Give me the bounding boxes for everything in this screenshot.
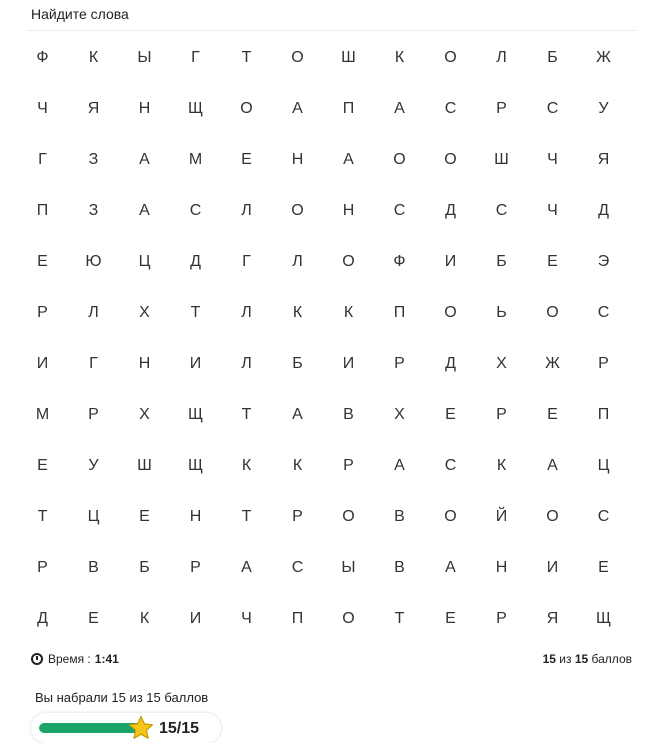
grid-cell[interactable]: Ж xyxy=(545,354,560,372)
grid-cell[interactable]: К xyxy=(394,48,405,66)
grid-cell[interactable]: Ш xyxy=(494,150,509,168)
title-divider xyxy=(26,30,636,31)
grid-cell[interactable]: И xyxy=(36,354,49,372)
grid-cell[interactable]: Р xyxy=(343,456,354,474)
timer-value: 1:41 xyxy=(94,652,119,666)
grid-cell[interactable]: У xyxy=(88,456,99,474)
grid-cell[interactable]: Х xyxy=(496,354,507,372)
grid-cell[interactable]: П xyxy=(342,99,355,117)
grid-cell[interactable]: О xyxy=(444,303,457,321)
grid-cell[interactable]: В xyxy=(88,558,99,576)
grid-cell[interactable]: Л xyxy=(88,303,99,321)
grid-cell[interactable]: Х xyxy=(394,405,405,423)
grid-cell[interactable]: О xyxy=(291,48,304,66)
grid-cell[interactable]: Е xyxy=(139,507,150,525)
grid-cell[interactable]: Л xyxy=(292,252,303,270)
grid-cell[interactable]: С xyxy=(597,507,610,525)
grid-cell[interactable]: О xyxy=(546,303,559,321)
grid-cell[interactable]: Я xyxy=(546,609,559,627)
grid-cell[interactable]: Т xyxy=(241,48,252,66)
score-summary xyxy=(543,652,632,666)
grid-cell[interactable]: Е xyxy=(37,252,48,270)
grid-cell[interactable]: Щ xyxy=(188,456,203,474)
grid-cell[interactable]: К xyxy=(241,456,252,474)
score-current: 15 xyxy=(542,652,556,666)
grid-cell[interactable]: Й xyxy=(495,507,508,525)
grid-cell[interactable]: Ь xyxy=(496,303,507,321)
grid-cell[interactable]: С xyxy=(393,201,406,219)
grid-cell[interactable]: Ж xyxy=(596,48,611,66)
grid-cell[interactable]: Ч xyxy=(547,201,558,219)
grid-cell[interactable]: Ч xyxy=(241,609,252,627)
grid-cell[interactable]: Ш xyxy=(341,48,356,66)
grid-cell[interactable]: Ш xyxy=(137,456,152,474)
grid-cell[interactable]: С xyxy=(546,99,559,117)
grid-cell[interactable]: К xyxy=(496,456,507,474)
grid-cell[interactable]: Т xyxy=(241,507,252,525)
grid-cell[interactable]: Д xyxy=(190,252,201,270)
grid-cell[interactable]: А xyxy=(394,456,405,474)
grid-cell[interactable]: Э xyxy=(597,252,610,270)
grid-cell[interactable]: Р xyxy=(598,354,609,372)
grid-cell[interactable]: Я xyxy=(597,150,610,168)
grid-cell[interactable]: С xyxy=(597,303,610,321)
grid-cell[interactable]: З xyxy=(88,201,99,219)
grid-cell[interactable]: И xyxy=(189,609,202,627)
grid-cell[interactable]: Н xyxy=(342,201,355,219)
grid-cell[interactable]: Щ xyxy=(188,405,203,423)
grid-cell[interactable]: Б xyxy=(292,354,303,372)
grid-cell[interactable]: С xyxy=(189,201,202,219)
grid-cell[interactable]: Х xyxy=(139,405,150,423)
grid-cell[interactable]: Д xyxy=(598,201,609,219)
grid-cell[interactable]: Г xyxy=(242,252,251,270)
grid-cell[interactable]: В xyxy=(394,507,405,525)
grid-cell[interactable]: Р xyxy=(292,507,303,525)
grid-cell[interactable]: Я xyxy=(87,99,100,117)
grid-cell[interactable]: К xyxy=(292,303,303,321)
grid-cell[interactable]: Р xyxy=(394,354,405,372)
grid-cell[interactable]: А xyxy=(241,558,252,576)
grid-cell[interactable]: О xyxy=(546,507,559,525)
timer xyxy=(31,652,119,666)
grid-cell[interactable]: В xyxy=(394,558,405,576)
word-search-grid[interactable] xyxy=(17,32,629,644)
grid-cell[interactable]: Т xyxy=(394,609,405,627)
grid-cell[interactable]: Е xyxy=(88,609,99,627)
grid-cell[interactable]: Б xyxy=(139,558,150,576)
progress-text: 15/15 xyxy=(159,720,200,737)
star-icon xyxy=(128,715,154,741)
grid-cell[interactable]: Л xyxy=(241,303,252,321)
grid-cell[interactable]: Ч xyxy=(547,150,558,168)
grid-cell[interactable]: Ф xyxy=(393,252,406,270)
grid-cell[interactable]: Щ xyxy=(596,609,611,627)
grid-cell[interactable]: А xyxy=(292,405,303,423)
grid-cell[interactable]: Н xyxy=(138,99,151,117)
grid-cell[interactable]: Ы xyxy=(341,558,356,576)
grid-cell[interactable]: Д xyxy=(445,354,456,372)
grid-cell[interactable]: И xyxy=(189,354,202,372)
grid-cell[interactable]: К xyxy=(139,609,150,627)
grid-cell[interactable]: Е xyxy=(547,405,558,423)
grid-cell[interactable]: П xyxy=(36,201,49,219)
grid-cell[interactable]: Д xyxy=(445,201,456,219)
grid-cell[interactable]: Г xyxy=(38,150,47,168)
grid-cell[interactable]: Д xyxy=(37,609,48,627)
grid-cell[interactable]: А xyxy=(547,456,558,474)
grid-cell[interactable]: Е xyxy=(445,609,456,627)
grid-cell[interactable]: Б xyxy=(496,252,507,270)
grid-cell[interactable]: Р xyxy=(190,558,201,576)
grid-cell[interactable]: Г xyxy=(89,354,98,372)
grid-cell[interactable]: О xyxy=(291,201,304,219)
grid-cell[interactable]: Е xyxy=(547,252,558,270)
grid-cell[interactable]: Б xyxy=(547,48,558,66)
grid-cell[interactable]: С xyxy=(291,558,304,576)
grid-cell[interactable]: Н xyxy=(189,507,202,525)
grid-cell[interactable]: Т xyxy=(190,303,201,321)
grid-cell[interactable]: О xyxy=(393,150,406,168)
grid-cell[interactable]: П xyxy=(597,405,610,423)
grid-cell[interactable]: З xyxy=(88,150,99,168)
grid-cell[interactable]: Щ xyxy=(188,99,203,117)
grid-cell[interactable]: К xyxy=(88,48,99,66)
grid-cell[interactable]: Ц xyxy=(597,456,610,474)
grid-cell[interactable]: Р xyxy=(37,303,48,321)
result-message: Вы набрали 15 из 15 баллов xyxy=(35,690,209,705)
grid-cell[interactable]: О xyxy=(444,507,457,525)
grid-cell[interactable]: С xyxy=(444,456,457,474)
grid-cell[interactable]: Р xyxy=(37,558,48,576)
score-progress xyxy=(31,713,221,743)
grid-cell[interactable]: К xyxy=(343,303,354,321)
grid-cell[interactable]: К xyxy=(292,456,303,474)
grid-cell[interactable]: Е xyxy=(445,405,456,423)
grid-cell[interactable]: О xyxy=(240,99,253,117)
grid-cell[interactable]: Р xyxy=(88,405,99,423)
score-total: 15 xyxy=(574,652,589,666)
clock-icon xyxy=(31,653,43,665)
grid-cell[interactable]: Р xyxy=(496,405,507,423)
grid-cell[interactable]: Е xyxy=(598,558,609,576)
grid-cell[interactable]: У xyxy=(598,99,609,117)
score-unit: баллов xyxy=(591,652,632,666)
grid-cell[interactable]: Ц xyxy=(138,252,151,270)
grid-cell[interactable]: Р xyxy=(496,99,507,117)
grid-cell[interactable]: С xyxy=(495,201,508,219)
grid-cell[interactable]: Е xyxy=(37,456,48,474)
grid-cell[interactable]: Ц xyxy=(87,507,100,525)
grid-cell[interactable]: П xyxy=(291,609,304,627)
grid-cell[interactable]: О xyxy=(342,609,355,627)
grid-cell[interactable]: О xyxy=(342,252,355,270)
grid-cell[interactable]: И xyxy=(342,354,355,372)
grid-cell[interactable]: А xyxy=(139,201,150,219)
grid-cell[interactable]: А xyxy=(292,99,303,117)
grid-cell[interactable]: Х xyxy=(139,303,150,321)
grid-cell[interactable]: Ы xyxy=(137,48,152,66)
grid-cell[interactable]: И xyxy=(444,252,457,270)
grid-cell[interactable]: В xyxy=(343,405,354,423)
grid-cell[interactable]: Г xyxy=(191,48,200,66)
grid-cell[interactable]: И xyxy=(546,558,559,576)
grid-cell[interactable]: М xyxy=(35,405,50,423)
grid-cell[interactable]: А xyxy=(445,558,456,576)
grid-cell[interactable]: Т xyxy=(37,507,48,525)
page-title: Найдите слова xyxy=(31,6,129,22)
grid-cell[interactable]: О xyxy=(342,507,355,525)
grid-cell[interactable]: П xyxy=(393,303,406,321)
grid-cell[interactable]: С xyxy=(444,99,457,117)
grid-cell[interactable]: Л xyxy=(241,354,252,372)
score-of: из xyxy=(559,652,572,666)
timer-label: Время : xyxy=(48,652,91,666)
grid-cell[interactable]: Л xyxy=(496,48,507,66)
grid-cell[interactable]: Ч xyxy=(37,99,48,117)
grid-cell[interactable]: Н xyxy=(291,150,304,168)
grid-cell[interactable]: Е xyxy=(241,150,252,168)
grid-cell[interactable]: Т xyxy=(241,405,252,423)
grid-cell[interactable]: Л xyxy=(241,201,252,219)
grid-cell[interactable]: Н xyxy=(495,558,508,576)
grid-cell[interactable]: М xyxy=(188,150,203,168)
grid-cell[interactable]: Н xyxy=(138,354,151,372)
grid-cell[interactable]: О xyxy=(444,48,457,66)
grid-cell[interactable]: А xyxy=(139,150,150,168)
grid-cell[interactable]: О xyxy=(444,150,457,168)
grid-cell[interactable]: Р xyxy=(496,609,507,627)
status-bar xyxy=(31,652,632,670)
grid-cell[interactable]: А xyxy=(343,150,354,168)
grid-cell[interactable]: Ф xyxy=(36,48,49,66)
grid-cell[interactable]: А xyxy=(394,99,405,117)
grid-cell[interactable]: Ю xyxy=(85,252,102,270)
